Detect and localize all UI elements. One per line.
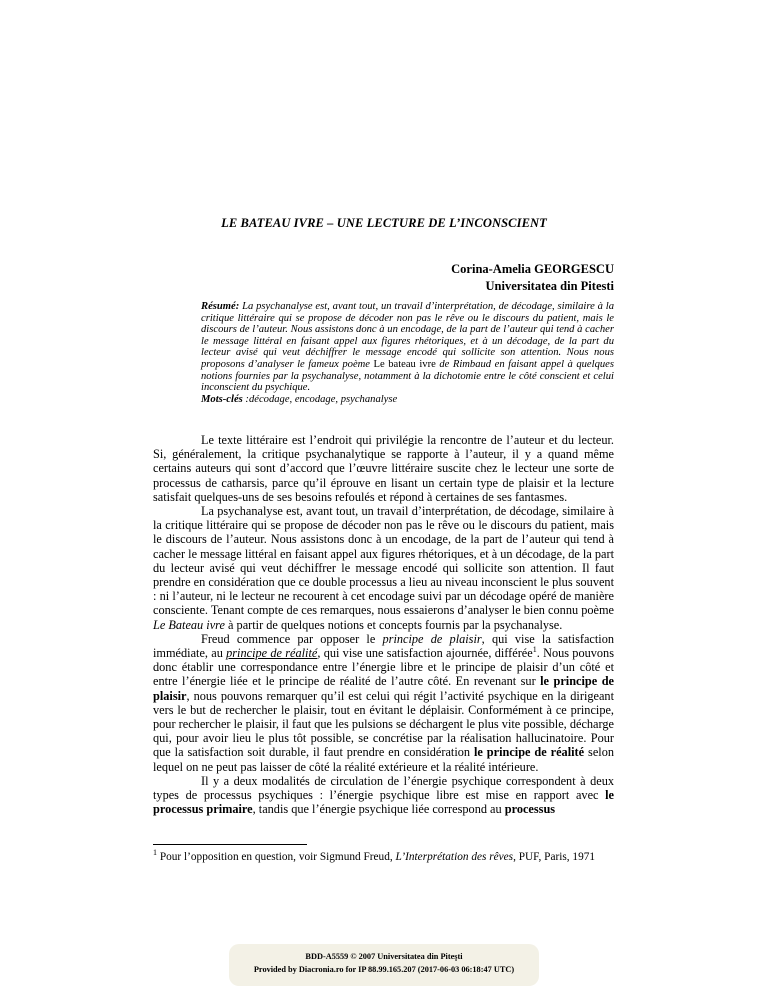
abstract (153, 301, 614, 405)
term-principe-de-plaisir: principe de plaisir (382, 631, 482, 646)
paragraph-3-text-e: , nous pouvons remarquer qu’il est celui qui régit l’activité psychique en la dirigeant vers le but de rechercher le plaisir, tout en évitant le déplaisir. Conformément à ce principe, pour rechercher le plaisir, il faut que les pulsions se déchargent le plus vite possible, décharge qui, pour avoir lieu le plus tôt possible, se concrétise par la réalisation hallucinatoire. Pour que la satisfaction soit durable, il faut prendre en considération (153, 688, 614, 760)
paragraph-2-text-end: à partir de quelques notions et concepts fournis par la psychanalyse. (224, 617, 563, 632)
paragraph-4-text-b: , tandis que l’énergie psychique liée correspond au (252, 802, 505, 817)
footnote-text-b: , PUF, Paris, 1971 (513, 851, 596, 863)
footnote-divider (153, 844, 307, 845)
footnote-marker: 1 (153, 848, 157, 858)
keywords-label: Mots-clés (201, 393, 243, 405)
footnote-ref[interactable]: 1 (532, 644, 537, 654)
abstract-text-end: de Rimbaud en faisant appel à quelques notions fournies par la psychanalyse, notamment à la dichotomie entre le côté conscient et celui inconscient du psychique. (201, 358, 614, 394)
paragraph-4 (153, 774, 614, 817)
term-principe-de-realite: principe de réalité (226, 646, 318, 661)
stamp-line-1: BDD-A5559 © 2007 Universitatea din Piteşti (305, 952, 463, 961)
paper-title: LE BATEAU IVRE – UNE LECTURE DE L’INCONSCIENT (221, 216, 547, 230)
paragraph-3-text-c: , qui vise une satisfaction ajournée, différée (317, 646, 533, 661)
abstract-work-title: Le bateau ivre (373, 358, 436, 370)
bold-principe-de-plaisir: le principe de plaisir (153, 674, 614, 703)
author-name: Corina-Amelia GEORGESCU (451, 262, 614, 276)
provenance-stamp (229, 944, 539, 986)
footnote-work-title: L’Interprétation des rêves (395, 851, 514, 863)
paragraph-3-text-a: Freud commence par opposer le (201, 631, 383, 646)
paragraph-3 (153, 632, 614, 774)
bold-processus-primaire: le processus primaire (153, 788, 614, 817)
keywords-line (153, 394, 614, 406)
keywords: :décodage, encodage, psychanalyse (242, 393, 398, 405)
paragraph-3-text-d: . Nous pouvons donc établir une correspondance entre l’énergie libre et le principe de plaisir d’un côté et entre l’énergie liée et le principe de réalité de l’autre côté. En revenant sur (153, 646, 614, 689)
paragraph-3-text-b: , qui vise la satisfaction immédiate, au (153, 631, 614, 661)
abstract-text: La psychanalyse est, avant tout, un travail d’interprétation, de décodage, similaire à la critique littéraire qui se propose de décoder non pas le rêve ou le discours du patient, mais le discours de l’auteur. Nous assistons donc à un encodage, de la part de l’auteur qui tend à cacher le message littéral en faisant appel aux figures rhétoriques, et à un décodage, de la part du lecteur avisé qui veut déchiffrer le message encodé qui sollicite son attention. Nous nous proposons d’analyser le fameux poème (201, 301, 614, 370)
footnote (153, 848, 623, 864)
paragraph-2-work-title: Le Bateau ivre (153, 617, 225, 632)
paragraph-4-text-a: Il y a deux modalités de circulation de l’énergie psychique correspondent à deux types de processus psychiques : l’énergie psychique libre est mise en rapport avec (153, 773, 614, 803)
paragraph-2-text: La psychanalyse est, avant tout, un travail d’interprétation, de décodage, similaire à la critique littéraire qui se propose de décoder non pas le rêve ou le discours du patient, mais le discours de l’auteur. Nous assistons donc à un encodage, de la part de l’auteur qui tend à cacher le message littéral en faisant appel aux figures rhétoriques, et à un décodage, de la part du lecteur avisé qui veut déchiffrer le message encodé qui sollicite son attention. Il faut prendre en considération que ce double processus a lieu au niveau inconscient le plus souvent : ni l’auteur, ni le lecteur ne recourent à cet encodage suivi par un décodage opéré de manière consciente. Tenant compte de ces remarques, nous essaierons d’analyser le bien connu poème (153, 504, 614, 618)
body-text (153, 433, 614, 816)
author-affiliation: Universitatea din Pitesti (485, 279, 614, 293)
paragraph-2 (153, 504, 614, 632)
paragraph-1: Le texte littéraire est l’endroit qui privilégie la rencontre de l’auteur et du lecteur. Si, généralement, la critique psychanalytique se rapporte à l’auteur, il y a quand même certains auteurs qui sont d’accord que l’œuvre littéraire suscite chez le lecteur une sorte de processus de catharsis, parce qu’il éprouve en lisant un certain type de plaisir et la lecture satisfait quelques-uns de ses besoins refoulés et répond à certaines de ses fantasmes. (153, 433, 614, 504)
bold-processus: processus (504, 802, 556, 817)
bold-principe-de-realite: le principe de réalité (473, 745, 585, 760)
abstract-label: Résumé: (201, 301, 240, 312)
author-block (451, 261, 614, 295)
paragraph-3-text-f: selon lequel on ne peut pas laisser de côté la réalité extérieure et la réalité intérieure. (153, 745, 614, 774)
footnote-text-a: Pour l’opposition en question, voir Sigmund Freud, (157, 851, 396, 863)
stamp-line-2: Provided by Diacronia.ro for IP 88.99.165.207 (2017-06-03 06:18:47 UTC) (253, 965, 515, 974)
